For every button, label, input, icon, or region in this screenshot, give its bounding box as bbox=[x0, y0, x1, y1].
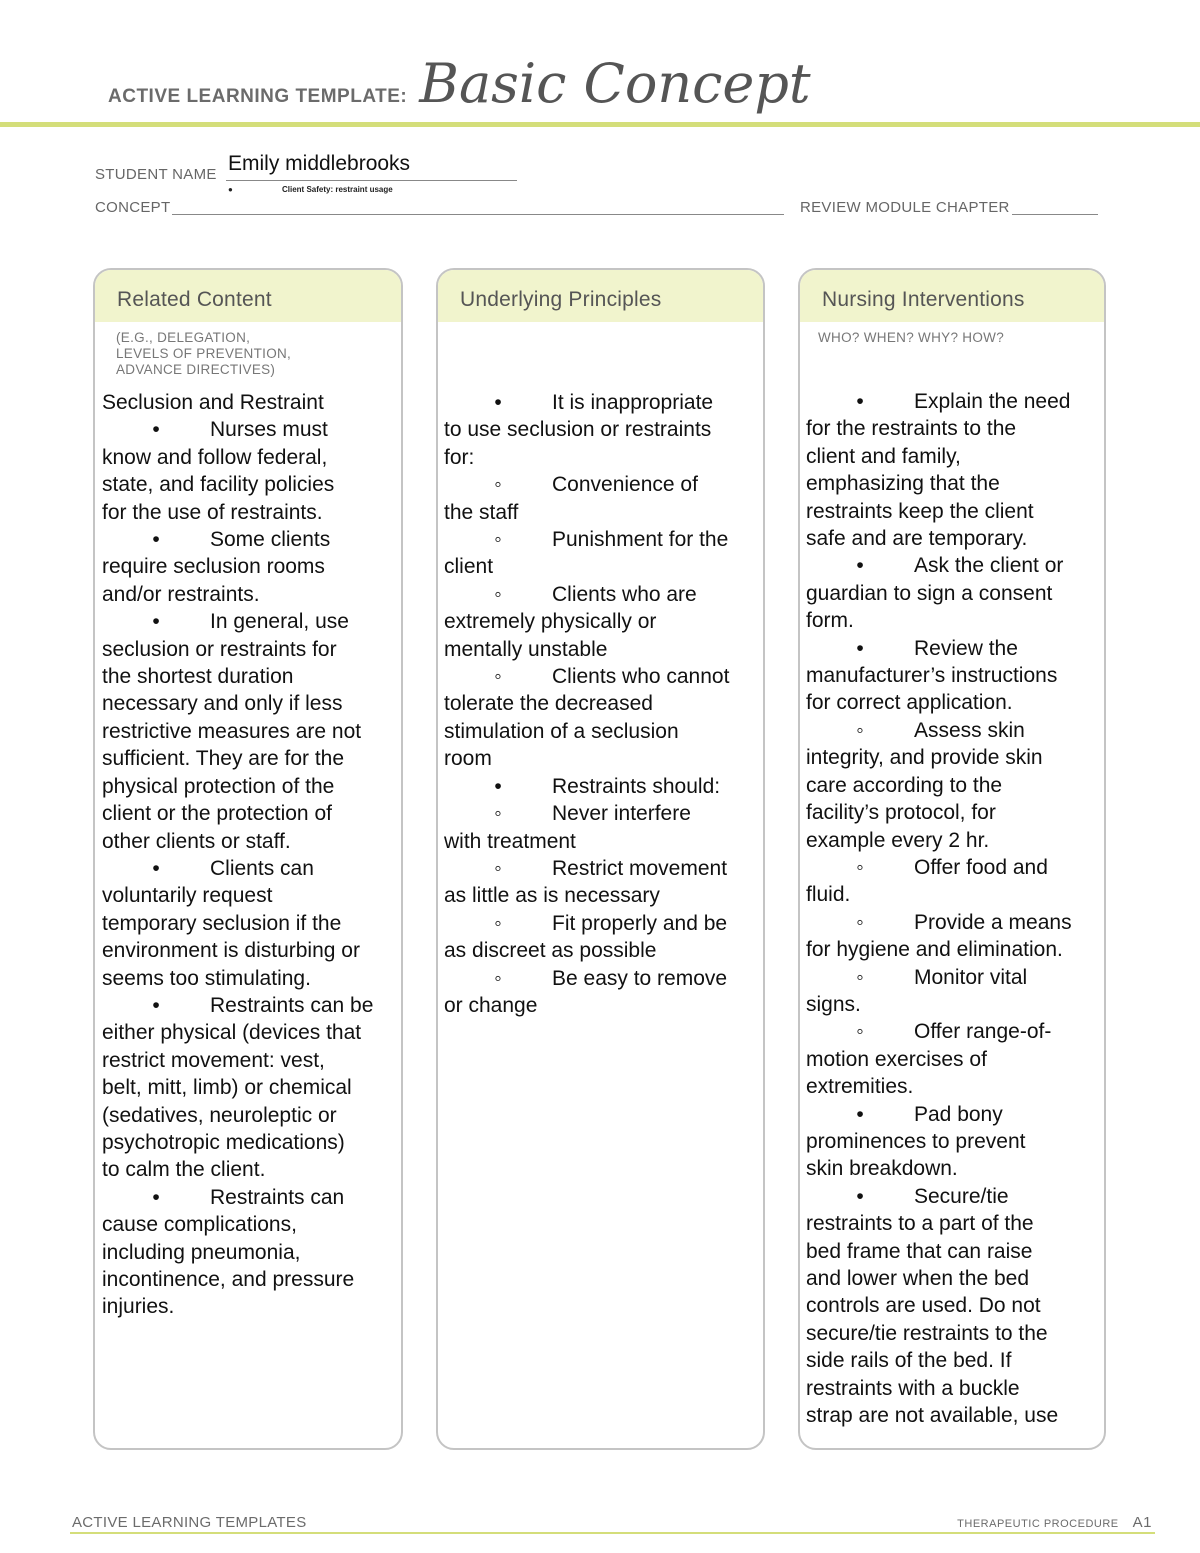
body-line bbox=[444, 471, 729, 498]
template-header bbox=[108, 52, 811, 115]
body-line: as discreet as possible bbox=[444, 939, 657, 963]
body-line: restraints with a buckle bbox=[806, 1376, 1020, 1400]
body-line: strap are not available, use bbox=[806, 1404, 1059, 1428]
body-line bbox=[444, 526, 729, 553]
body-line-text: Restraints should: bbox=[552, 774, 721, 798]
body-line: other clients or staff. bbox=[102, 829, 291, 853]
sub-bullet-icon: ◦ bbox=[494, 582, 502, 606]
related-content-title: Related Content bbox=[95, 270, 401, 322]
bullet-icon: • bbox=[856, 1184, 864, 1208]
body-line: for hygiene and elimination. bbox=[806, 938, 1063, 962]
related-content-body bbox=[102, 389, 373, 1321]
body-line: and lower when the bed bbox=[806, 1267, 1029, 1290]
body-line bbox=[102, 992, 373, 1019]
body-line bbox=[444, 800, 729, 827]
subtitle-line: (E.G., DELEGATION, bbox=[116, 330, 251, 345]
sub-bullet-icon: ◦ bbox=[494, 528, 502, 552]
footer-category: THERAPEUTIC PROCEDURE bbox=[957, 1518, 1119, 1530]
body-line: incontinence, and pressure bbox=[102, 1268, 355, 1291]
body-line: for the use of restraints. bbox=[102, 500, 323, 524]
body-line: restrictive measures are not bbox=[102, 719, 362, 743]
body-line: require seclusion rooms bbox=[102, 555, 325, 579]
sub-bullet-icon: ◦ bbox=[494, 856, 502, 880]
body-line-text: Never interfere bbox=[552, 802, 691, 826]
bullet-icon: • bbox=[494, 391, 502, 414]
bullet-icon: • bbox=[856, 1102, 864, 1126]
body-line bbox=[444, 910, 729, 937]
body-line: client or the protection of bbox=[102, 802, 332, 826]
body-line: restrict movement: vest, bbox=[102, 1048, 325, 1072]
body-line: secure/tie restraints to the bbox=[806, 1321, 1048, 1345]
body-line-text: Monitor vital bbox=[914, 965, 1028, 989]
concept-underline bbox=[172, 214, 784, 215]
body-line-text: It is inappropriate bbox=[552, 391, 714, 414]
bullet-icon: • bbox=[152, 418, 160, 442]
body-line-text: Clients who cannot bbox=[552, 665, 730, 689]
body-line: know and follow federal, bbox=[102, 445, 328, 469]
body-line: the shortest duration bbox=[102, 665, 294, 689]
body-line: client and family, bbox=[806, 444, 961, 468]
body-line-text: Restraints can bbox=[210, 1185, 345, 1209]
body-line: safe and are temporary. bbox=[806, 527, 1028, 551]
body-line bbox=[444, 773, 729, 800]
body-line: motion exercises of bbox=[806, 1047, 987, 1071]
body-line bbox=[806, 1101, 1072, 1128]
body-line: belt, mitt, limb) or chemical bbox=[102, 1076, 352, 1100]
body-line bbox=[444, 663, 729, 690]
body-line bbox=[444, 965, 729, 992]
sub-bullet-icon: ◦ bbox=[494, 473, 502, 497]
sub-bullet-icon: ◦ bbox=[494, 911, 502, 935]
body-line-text: Review the bbox=[914, 636, 1018, 660]
body-line: state, and facility policies bbox=[102, 473, 335, 497]
body-line: skin breakdown. bbox=[806, 1157, 958, 1181]
body-line-text: Fit properly and be bbox=[552, 911, 728, 935]
nursing-interventions-body bbox=[806, 388, 1072, 1429]
body-line-text: Assess skin bbox=[914, 718, 1025, 742]
body-line: seems too stimulating. bbox=[102, 966, 311, 990]
header-divider bbox=[0, 122, 1200, 127]
body-line: extremely physically or bbox=[444, 610, 657, 634]
body-line: stimulation of a seclusion bbox=[444, 719, 679, 743]
body-line: injuries. bbox=[102, 1295, 175, 1319]
body-line: example every 2 hr. bbox=[806, 828, 990, 852]
body-line-text: Nurses must bbox=[210, 418, 328, 442]
body-line-text: Punishment for the bbox=[552, 528, 729, 552]
body-line-text: In general, use bbox=[210, 610, 349, 634]
body-line bbox=[102, 855, 373, 882]
body-line: Seclusion and Restraint bbox=[102, 391, 324, 414]
body-line: as little as is necessary bbox=[444, 884, 660, 908]
body-line bbox=[806, 964, 1072, 991]
template-title: Basic Concept bbox=[419, 52, 811, 115]
body-line-text: Restraints can be bbox=[210, 993, 374, 1017]
body-line: for: bbox=[444, 445, 475, 469]
bullet-icon: • bbox=[152, 1185, 160, 1209]
body-line: voluntarily request bbox=[102, 884, 273, 908]
body-line bbox=[102, 526, 373, 553]
body-line: integrity, and provide skin bbox=[806, 746, 1043, 770]
body-line: tolerate the decreased bbox=[444, 692, 653, 716]
body-line: to use seclusion or restraints bbox=[444, 418, 712, 442]
body-line-text: Restrict movement bbox=[552, 856, 728, 880]
body-line bbox=[806, 854, 1072, 881]
body-line: or change bbox=[444, 993, 538, 1017]
body-line bbox=[444, 389, 729, 416]
body-line: guardian to sign a consent bbox=[806, 581, 1053, 605]
body-line bbox=[806, 1018, 1072, 1045]
body-line bbox=[444, 581, 729, 608]
body-line: facility’s protocol, for bbox=[806, 801, 996, 825]
student-name-field[interactable]: Emily middlebrooks bbox=[228, 152, 411, 175]
student-name-underline bbox=[226, 180, 517, 181]
body-line-text: Offer range-of- bbox=[914, 1020, 1052, 1044]
nursing-interventions-panel bbox=[798, 268, 1106, 1450]
body-line-text: Secure/tie bbox=[914, 1184, 1009, 1208]
body-line: side rails of the bed. If bbox=[806, 1349, 1012, 1373]
body-line: with treatment bbox=[444, 829, 576, 853]
body-line: sufficient. They are for the bbox=[102, 747, 345, 771]
nursing-interventions-title: Nursing Interventions bbox=[800, 270, 1104, 322]
body-line: restraints keep the client bbox=[806, 499, 1034, 523]
bullet-icon: • bbox=[152, 993, 160, 1017]
body-line-text: Be easy to remove bbox=[552, 966, 728, 990]
bullet-icon: • bbox=[856, 554, 864, 578]
body-line: manufacturer’s instructions bbox=[806, 664, 1058, 688]
underlying-principles-title: Underlying Principles bbox=[438, 270, 763, 322]
body-line: form. bbox=[806, 609, 854, 633]
sub-bullet-icon: ◦ bbox=[856, 1020, 864, 1044]
body-line-text: Provide a means bbox=[914, 910, 1072, 934]
body-line: temporary seclusion if the bbox=[102, 911, 342, 935]
body-line: cause complications, bbox=[102, 1213, 297, 1237]
body-line: client bbox=[444, 555, 494, 579]
concept-label: CONCEPT bbox=[95, 199, 171, 216]
sub-bullet-icon: ◦ bbox=[494, 966, 502, 990]
body-line: bed frame that can raise bbox=[806, 1239, 1033, 1263]
review-module-field[interactable] bbox=[1012, 214, 1098, 215]
footer-left-text: ACTIVE LEARNING TEMPLATES bbox=[72, 1514, 307, 1531]
body-line: seclusion or restraints for bbox=[102, 637, 337, 661]
footer-code: A1 bbox=[1132, 1514, 1152, 1531]
sub-bullet-icon: ◦ bbox=[856, 718, 864, 742]
body-line: fluid. bbox=[806, 883, 851, 907]
sub-bullet-icon: ◦ bbox=[856, 855, 864, 879]
body-line: physical protection of the bbox=[102, 774, 335, 798]
body-line bbox=[806, 635, 1072, 662]
nursing-interventions-subtitle bbox=[818, 330, 1004, 346]
body-line: extremities. bbox=[806, 1075, 914, 1099]
body-line bbox=[806, 717, 1072, 744]
review-module-label: REVIEW MODULE CHAPTER bbox=[800, 199, 1010, 216]
bullet-icon: • bbox=[152, 856, 160, 880]
student-name-label: STUDENT NAME bbox=[95, 166, 217, 183]
body-line: psychotropic medications) bbox=[102, 1130, 345, 1154]
body-line bbox=[806, 552, 1072, 579]
body-line bbox=[102, 608, 373, 635]
subtitle-line: WHO? WHEN? WHY? HOW? bbox=[818, 330, 1005, 345]
underlying-principles-panel bbox=[436, 268, 765, 1450]
body-line: for correct application. bbox=[806, 691, 1013, 715]
concept-bullet: ● bbox=[228, 185, 233, 194]
body-line: and/or restraints. bbox=[102, 582, 260, 606]
body-line: environment is disturbing or bbox=[102, 939, 360, 963]
sub-bullet-icon: ◦ bbox=[856, 910, 864, 934]
body-line bbox=[806, 388, 1072, 415]
template-label: ACTIVE LEARNING TEMPLATE: bbox=[108, 86, 408, 107]
body-line: either physical (devices that bbox=[102, 1021, 362, 1045]
body-line: including pneumonia, bbox=[102, 1240, 301, 1264]
body-line bbox=[102, 1184, 373, 1211]
sub-bullet-icon: ◦ bbox=[494, 665, 502, 689]
body-line: emphasizing that the bbox=[806, 472, 1000, 496]
body-line: for the restraints to the bbox=[806, 417, 1017, 441]
body-line-text: Pad bony bbox=[914, 1102, 1003, 1126]
body-line-text: Clients who are bbox=[552, 582, 697, 606]
body-line: prominences to prevent bbox=[806, 1129, 1026, 1153]
body-line bbox=[444, 855, 729, 882]
bullet-icon: • bbox=[856, 636, 864, 660]
related-content-subtitle bbox=[116, 330, 291, 378]
footer-right-text bbox=[957, 1514, 1152, 1531]
body-line bbox=[102, 416, 373, 443]
sub-bullet-icon: ◦ bbox=[494, 802, 502, 826]
body-line-text: Clients can bbox=[210, 856, 314, 880]
body-line: necessary and only if less bbox=[102, 692, 343, 716]
body-line-text: Ask the client or bbox=[914, 554, 1064, 578]
bullet-icon: • bbox=[856, 390, 864, 413]
subtitle-line: LEVELS OF PREVENTION, bbox=[116, 346, 292, 361]
body-line: restraints to a part of the bbox=[806, 1212, 1034, 1236]
subtitle-line: ADVANCE DIRECTIVES) bbox=[116, 362, 276, 377]
body-line-text: Offer food and bbox=[914, 855, 1048, 879]
sub-bullet-icon: ◦ bbox=[856, 965, 864, 989]
underlying-principles-body bbox=[444, 389, 729, 1019]
body-line: care according to the bbox=[806, 773, 1003, 797]
body-line: mentally unstable bbox=[444, 637, 608, 661]
body-line: the staff bbox=[444, 500, 519, 524]
body-line bbox=[806, 909, 1072, 936]
body-line: to calm the client. bbox=[102, 1158, 266, 1182]
concept-field[interactable]: Client Safety: restraint usage bbox=[282, 185, 393, 194]
related-content-panel bbox=[93, 268, 403, 1450]
body-line-text: Explain the need bbox=[914, 390, 1071, 413]
body-line: room bbox=[444, 747, 492, 771]
body-line bbox=[806, 1183, 1072, 1210]
bullet-icon: • bbox=[152, 528, 160, 552]
body-line-text: Some clients bbox=[210, 528, 331, 552]
footer-divider bbox=[70, 1532, 1155, 1534]
bullet-icon: • bbox=[152, 610, 160, 634]
body-line: (sedatives, neuroleptic or bbox=[102, 1103, 337, 1127]
body-line: controls are used. Do not bbox=[806, 1294, 1041, 1318]
bullet-icon: • bbox=[494, 774, 502, 798]
body-line: signs. bbox=[806, 992, 861, 1016]
body-line-text: Convenience of bbox=[552, 473, 698, 497]
